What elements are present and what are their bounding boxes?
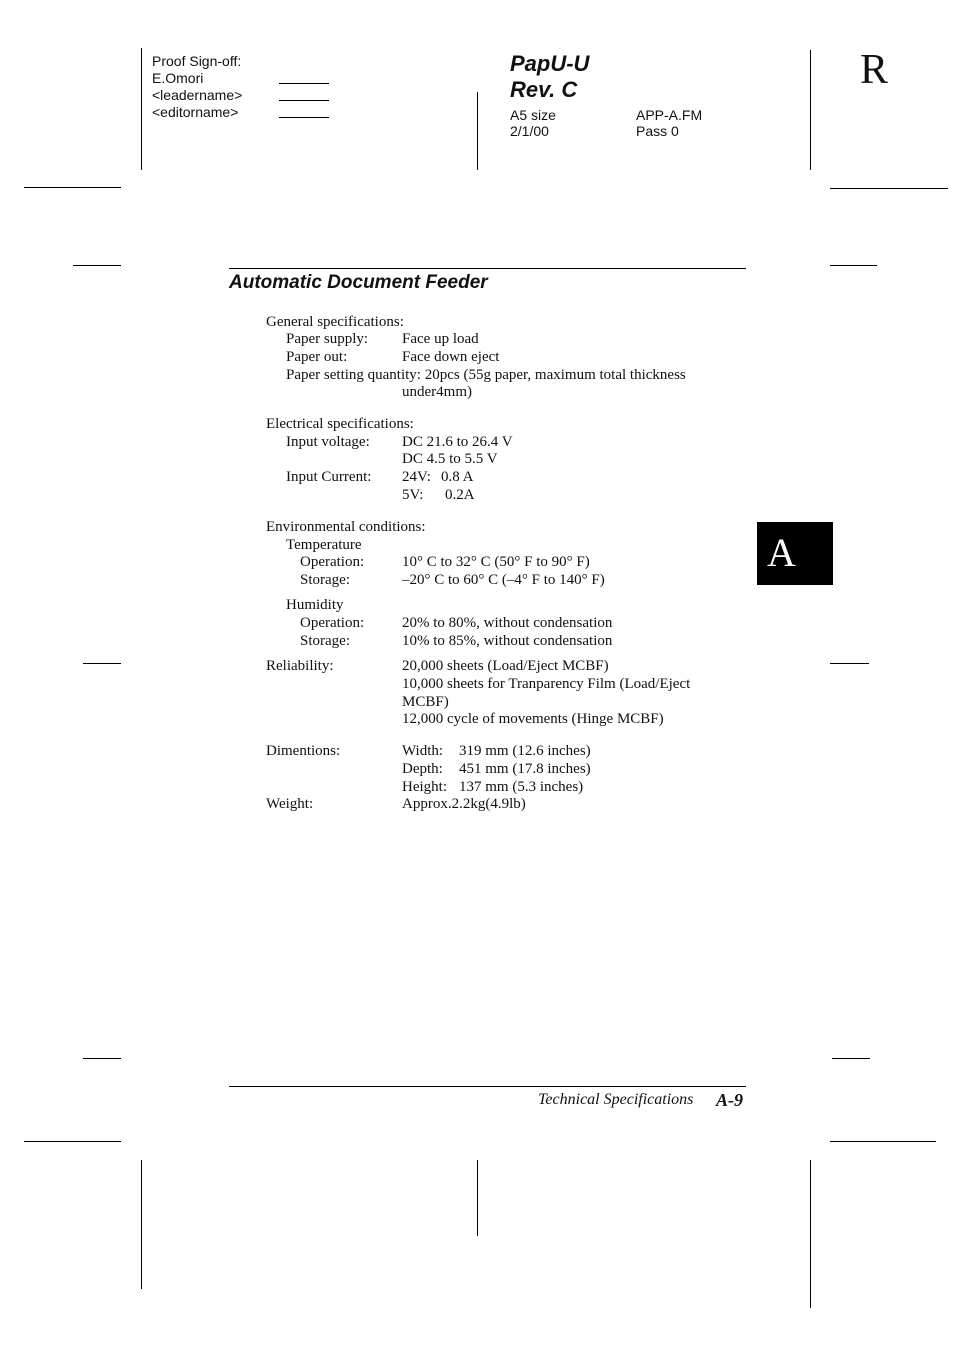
crop-mark	[830, 265, 877, 266]
footer-rule	[229, 1086, 746, 1087]
section-rule	[229, 268, 746, 269]
hum-storage-value: 10% to 85%, without condensation	[402, 633, 613, 649]
crop-mark	[83, 663, 121, 664]
hum-operation-value: 20% to 80%, without condensation	[402, 615, 613, 631]
proof-leader: <leadername>	[152, 87, 243, 103]
paper-setting-quantity: Paper setting quantity: 20pcs (55g paper, maximum total thickness	[286, 367, 686, 383]
reliability-value: 10,000 sheets for Tranparency Film (Load/Eject	[402, 676, 691, 692]
temperature-label: Temperature	[286, 537, 362, 553]
crop-mark	[141, 1160, 142, 1289]
pass: Pass 0	[636, 123, 679, 139]
reliability-value: 20,000 sheets (Load/Eject MCBF)	[402, 658, 609, 674]
date: 2/1/00	[510, 123, 549, 139]
signature-blank	[279, 83, 329, 84]
input-current-label: Input Current:	[286, 469, 372, 485]
weight-label: Weight:	[266, 796, 314, 812]
crop-mark	[141, 48, 142, 170]
temp-storage-value: –20° C to 60° C (–4° F to 140° F)	[402, 572, 605, 588]
paper-out-value: Face down eject	[402, 349, 500, 365]
current-5v-value: 0.2A	[445, 487, 475, 503]
paper-size: A5 size	[510, 107, 556, 123]
hum-operation-label: Operation:	[300, 615, 365, 631]
crop-mark	[830, 1141, 936, 1142]
electrical-heading: Electrical specifications:	[266, 416, 414, 432]
crop-mark	[83, 1058, 121, 1059]
paper-supply-value: Face up load	[402, 331, 479, 347]
crop-mark	[477, 1160, 478, 1236]
appendix-tab	[757, 522, 833, 585]
document-title-line2: Rev. C	[510, 77, 578, 102]
temp-operation-label: Operation:	[300, 554, 365, 570]
reliability-value: 12,000 cycle of movements (Hinge MCBF)	[402, 711, 664, 727]
depth-value: 451 mm (17.8 inches)	[459, 761, 591, 777]
temp-operation-value: 10° C to 32° C (50° F to 90° F)	[402, 554, 590, 570]
crop-mark	[830, 188, 948, 189]
weight-value: Approx.2.2kg(4.9lb)	[402, 796, 526, 812]
dimensions-label: Dimentions:	[266, 743, 341, 759]
signature-blank	[279, 100, 329, 101]
reliability-label: Reliability:	[266, 658, 334, 674]
crop-mark	[477, 92, 478, 170]
paper-supply-label: Paper supply:	[286, 331, 369, 347]
depth-label: Depth:	[402, 761, 443, 777]
environment-heading: Environmental conditions:	[266, 519, 426, 535]
footer-chapter-title: Technical Specifications	[538, 1091, 694, 1108]
page-number: A-9	[716, 1090, 743, 1110]
document-title	[510, 51, 589, 103]
proof-row-editor	[152, 104, 242, 121]
paper-out-label: Paper out:	[286, 349, 348, 365]
input-voltage-value: DC 21.6 to 26.4 V	[402, 434, 513, 450]
file-name: APP-A.FM	[636, 107, 703, 123]
input-voltage-label: Input voltage:	[286, 434, 370, 450]
width-label: Width:	[402, 743, 444, 759]
proof-signer: E.Omori	[152, 70, 204, 86]
crop-mark	[810, 1160, 811, 1308]
crop-mark	[24, 1141, 121, 1142]
input-voltage-value: DC 4.5 to 5.5 V	[402, 451, 498, 467]
proof-row-signer	[152, 70, 242, 87]
document-title-line1: PapU-U	[510, 51, 590, 76]
height-value: 137 mm (5.3 inches)	[459, 779, 584, 795]
height-label: Height:	[402, 779, 447, 795]
humidity-label: Humidity	[286, 597, 344, 613]
proof-editor: <editorname>	[152, 104, 239, 120]
current-24v-label: 24V:	[402, 469, 431, 485]
crop-mark	[24, 187, 121, 188]
reliability-value: MCBF)	[402, 694, 449, 710]
current-24v-value: 0.8 A	[441, 469, 474, 485]
proof-row-leader	[152, 87, 242, 104]
hum-storage-label: Storage:	[300, 633, 350, 649]
proof-signoff-label: Proof Sign-off:	[152, 53, 242, 69]
width-value: 319 mm (12.6 inches)	[459, 743, 591, 759]
section-title: Automatic Document Feeder	[229, 272, 488, 293]
appendix-tab-letter: A	[767, 530, 796, 575]
crop-mark	[832, 1058, 870, 1059]
crop-mark	[830, 663, 869, 664]
signature-blank	[279, 117, 329, 118]
proof-signoff	[152, 53, 242, 121]
crop-mark	[810, 50, 811, 170]
temp-storage-label: Storage:	[300, 572, 350, 588]
corner-letter: R	[860, 47, 889, 93]
general-heading: General specifications:	[266, 314, 404, 330]
crop-mark	[73, 265, 121, 266]
current-5v-label: 5V:	[402, 487, 424, 503]
paper-setting-quantity-cont: under4mm)	[402, 384, 472, 400]
